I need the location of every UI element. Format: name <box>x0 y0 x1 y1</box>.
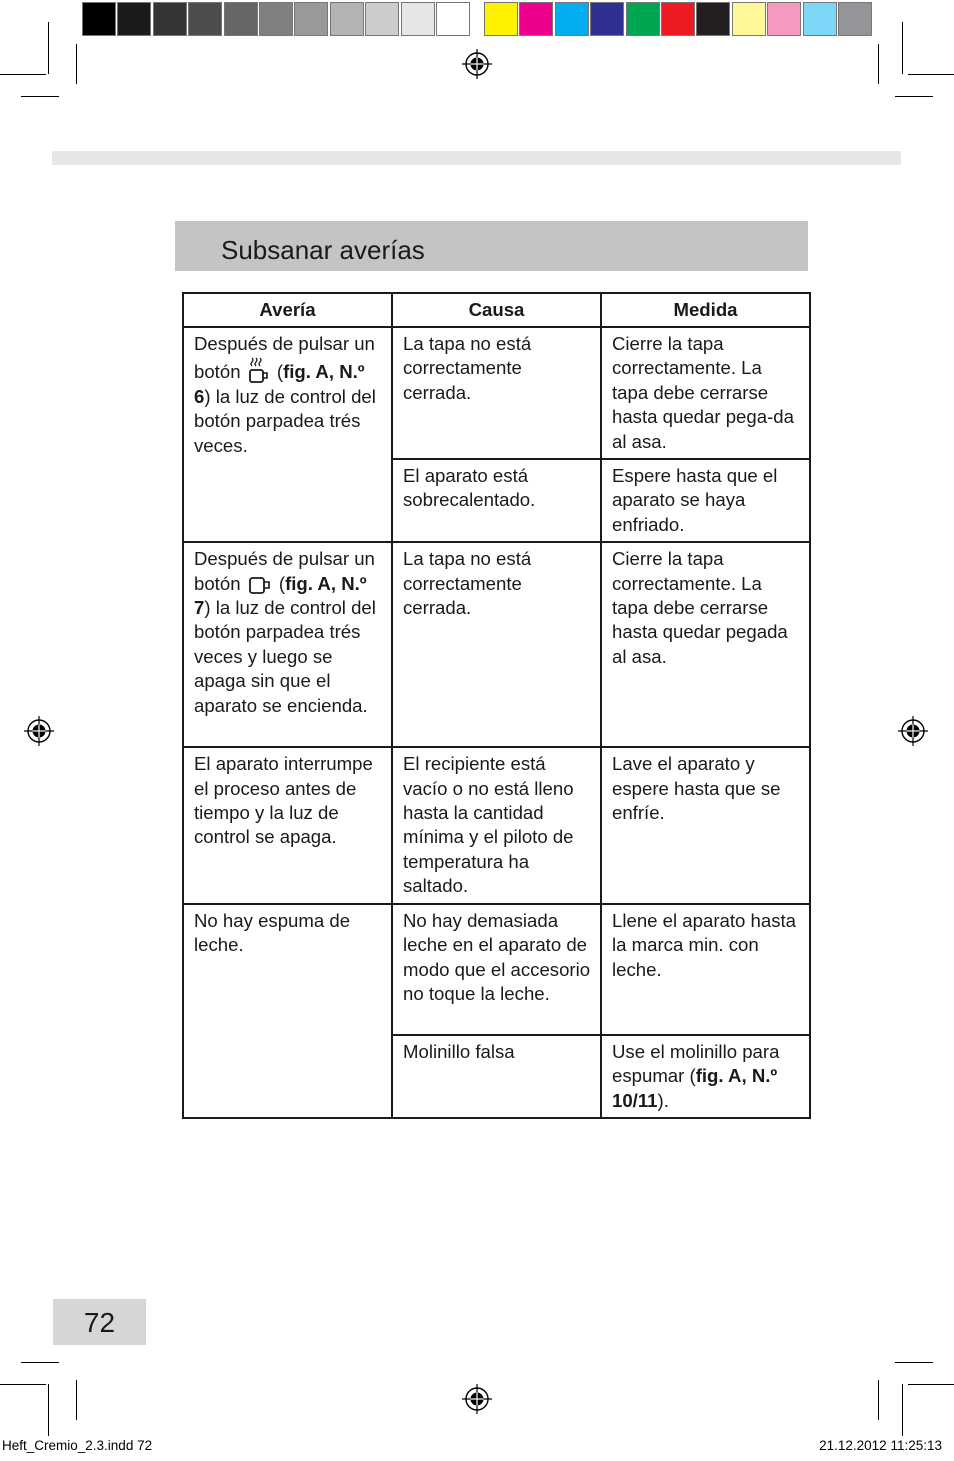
table-row <box>183 747 810 903</box>
fault-cell: No hay espuma de leche. <box>183 904 392 1118</box>
registration-mark-icon <box>898 716 928 746</box>
cup-icon <box>248 574 272 596</box>
crop-mark <box>76 1380 77 1420</box>
fig-reference: fig. A, N.º 10/11 <box>612 1065 778 1111</box>
crop-mark <box>21 1362 59 1363</box>
table-row <box>183 327 810 459</box>
color-swatch <box>732 2 766 36</box>
color-swatch <box>224 2 258 36</box>
color-swatch <box>555 2 589 36</box>
section-heading: Subsanar averías <box>175 221 808 271</box>
color-swatch <box>626 2 660 36</box>
color-swatch <box>696 2 730 36</box>
table-row <box>183 904 810 1035</box>
fig-paren-open: ( <box>278 572 286 594</box>
crop-mark <box>908 74 954 75</box>
color-swatch <box>82 2 116 36</box>
color-swatch <box>294 2 328 36</box>
crop-mark <box>21 96 59 97</box>
table-header-row <box>183 293 810 327</box>
registration-mark-icon <box>24 716 54 746</box>
crop-mark <box>878 44 879 84</box>
gray-color-bar <box>82 2 471 36</box>
fault-text: Después de pulsar un botón <box>194 333 375 383</box>
crop-mark <box>878 1380 879 1420</box>
fault-cell <box>183 327 392 542</box>
remedy-text-end: ). <box>657 1089 669 1111</box>
footer-timestamp: 21.12.2012 11:25:13 <box>819 1438 942 1453</box>
column-header-averia: Avería <box>183 293 392 327</box>
fig-paren-open: ( <box>276 361 284 383</box>
header-strip <box>52 151 901 165</box>
hot-cup-icon <box>248 356 270 384</box>
crop-mark <box>0 1384 46 1385</box>
table-row <box>183 542 810 747</box>
remedy-text: Use el molinillo para espumar ( <box>612 1040 780 1087</box>
color-swatch <box>838 2 872 36</box>
cause-cell: La tapa no está correctamente cerrada. <box>392 542 601 747</box>
crop-mark <box>76 44 77 84</box>
remedy-cell: Espere hasta que el aparato se haya enfriado. <box>601 459 810 542</box>
color-swatch <box>803 2 837 36</box>
crop-mark <box>48 22 49 74</box>
cause-cell: No hay demasiada leche en el aparato de modo que el accesorio no toque la leche. <box>392 904 601 1035</box>
remedy-cell <box>601 1035 810 1118</box>
color-swatch <box>259 2 293 36</box>
crop-mark <box>895 96 933 97</box>
remedy-cell: Llene el aparato hasta la marca min. con leche. <box>601 904 810 1035</box>
crop-mark <box>895 1362 933 1363</box>
fig-reference: fig. A, N.º 6 <box>194 361 365 407</box>
color-swatch <box>519 2 553 36</box>
color-swatch <box>436 2 470 36</box>
fault-text-cont: ) la luz de control del botón parpadea trés veces y luego se apaga sin que el aparato se encienda. <box>194 597 376 716</box>
color-swatch <box>484 2 518 36</box>
color-swatch <box>590 2 624 36</box>
column-header-medida: Medida <box>601 293 810 327</box>
color-swatch <box>117 2 151 36</box>
footer-file-info: Heft_Cremio_2.3.indd 72 <box>2 1438 153 1453</box>
cause-cell: Molinillo falsa <box>392 1035 601 1118</box>
registration-mark-icon <box>462 49 492 79</box>
column-header-causa: Causa <box>392 293 601 327</box>
registration-mark-icon <box>462 1384 492 1414</box>
cause-cell: El recipiente está vacío o no está lleno hasta la cantidad mínima y el piloto de temperatura ha saltado. <box>392 747 601 903</box>
fig-reference: fig. A, N.º 7 <box>194 572 367 619</box>
color-swatch <box>661 2 695 36</box>
cause-cell: El aparato está sobrecalentado. <box>392 459 601 542</box>
color-swatch <box>767 2 801 36</box>
crop-mark <box>48 1384 49 1436</box>
color-swatch <box>365 2 399 36</box>
page-number: 72 <box>53 1299 146 1345</box>
crop-mark <box>0 74 46 75</box>
crop-mark <box>908 1384 954 1385</box>
color-swatch <box>188 2 222 36</box>
fault-text: Después de pulsar un botón <box>194 548 375 594</box>
remedy-cell: Cierre la tapa correctamente. La tapa debe cerrarse hasta quedar pega-da al asa. <box>601 327 810 459</box>
fault-cell: El aparato interrumpe el proceso antes de tiempo y la luz de control se apaga. <box>183 747 392 903</box>
fault-text-cont: ) la luz de control del botón parpadea trés veces. <box>194 385 376 456</box>
crop-mark <box>902 22 903 74</box>
process-color-bar <box>484 2 873 36</box>
color-swatch <box>330 2 364 36</box>
cause-cell: La tapa no está correctamente cerrada. <box>392 327 601 459</box>
fault-cell <box>183 542 392 747</box>
remedy-cell: Cierre la tapa correctamente. La tapa debe cerrarse hasta quedar pegada al asa. <box>601 542 810 747</box>
color-swatch <box>153 2 187 36</box>
remedy-cell: Lave el aparato y espere hasta que se enfríe. <box>601 747 810 903</box>
crop-mark <box>902 1384 903 1436</box>
troubleshooting-table <box>182 292 811 1119</box>
color-swatch <box>401 2 435 36</box>
